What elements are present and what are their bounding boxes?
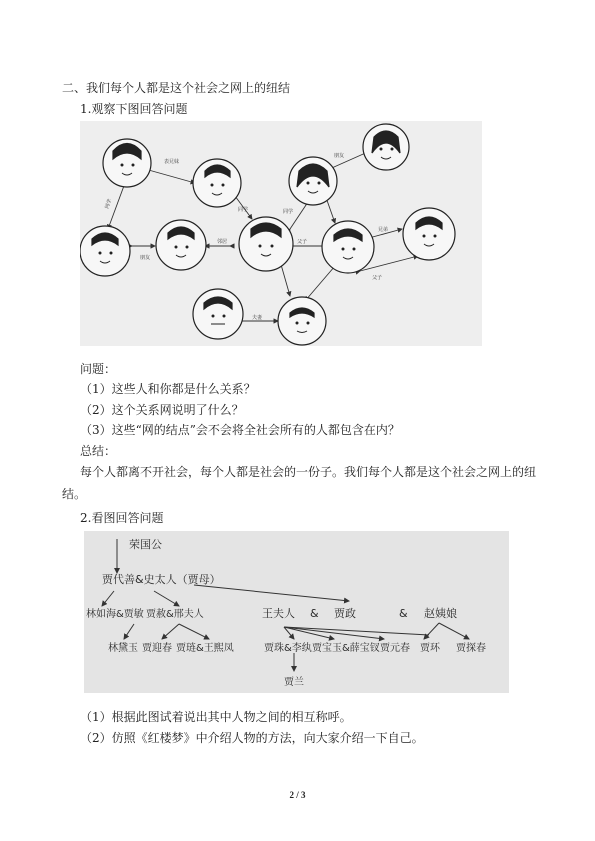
tree-gen2-item: 林如海&贾敏	[86, 609, 144, 620]
tree-gen3-item: 贾元春	[380, 643, 410, 654]
tree-gen3-item: 贾探春	[456, 643, 486, 654]
tree-gen3-item: 贾宝玉&薛宝钗	[312, 643, 380, 654]
section-heading: 二、我们每个人都是这个社会之网上的纽结	[62, 81, 291, 95]
task-item: （1）根据此图试着说出其中人物之间的相互称呼。	[80, 710, 352, 724]
tree-gen2-item: 王夫人	[262, 607, 295, 620]
family-tree-figure	[84, 531, 509, 693]
question-item: （3）这些“网的结点”会不会将全社会所有的人都包含在内？	[80, 423, 400, 437]
tree-gen2-item: &	[399, 607, 408, 620]
tree-gen2-item: &	[310, 607, 319, 620]
tree-gen2-item: 贾赦&邢夫人	[146, 609, 204, 620]
question-1-title: 1.观察下图回答问题	[80, 102, 188, 116]
summary-text: 每个人都离不开社会，每个人都是社会的一份子。我们每个人都是这个社会之网上的纽	[80, 465, 537, 479]
relation-label: 朋友	[140, 255, 151, 261]
tree-gen3-item: 贾迎春	[142, 643, 172, 654]
tree-gen4: 贾兰	[284, 677, 304, 688]
summary-text-cont: 结。	[62, 487, 87, 501]
relation-label: 同学	[238, 207, 249, 213]
relation-label: 朋友	[334, 153, 345, 159]
relation-label: 父子	[372, 275, 383, 281]
question-item: （2）这个关系网说明了什么？	[80, 403, 244, 417]
tree-root: 荣国公	[129, 538, 162, 551]
question-item: （1）这些人和你都是什么关系？	[80, 382, 256, 396]
relation-label: 同学	[104, 198, 114, 210]
relation-label: 邻居	[217, 239, 228, 245]
relation-label: 兄弟	[378, 227, 389, 233]
relation-label: 父子	[297, 239, 308, 245]
summary-label: 总结：	[80, 444, 117, 458]
page-number: 2 / 3	[289, 790, 306, 800]
relation-label: 同学	[283, 209, 294, 215]
tree-gen3-item: 贾环	[420, 643, 440, 654]
task-item: （2）仿照《红楼梦》中介绍人物的方法，向大家介绍一下自己。	[80, 731, 424, 745]
social-network-figure	[80, 121, 482, 346]
tree-gen3-item: 贾珠&李纨	[264, 643, 312, 654]
relation-label: 表兄妹	[164, 159, 180, 165]
tree-gen3-item: 林黛玉	[108, 643, 138, 654]
relation-label: 夫妻	[252, 315, 263, 321]
tree-gen3-item: 贾琏&王熙凤	[176, 643, 234, 654]
tree-gen1: 贾代善&史太人（贾母）	[102, 573, 221, 586]
tree-gen2-item: 贾政	[334, 607, 356, 620]
questions-label: 问题：	[80, 362, 117, 376]
question-2-title: 2.看图回答问题	[80, 511, 164, 525]
tree-gen2-item: 赵姨娘	[424, 607, 457, 620]
